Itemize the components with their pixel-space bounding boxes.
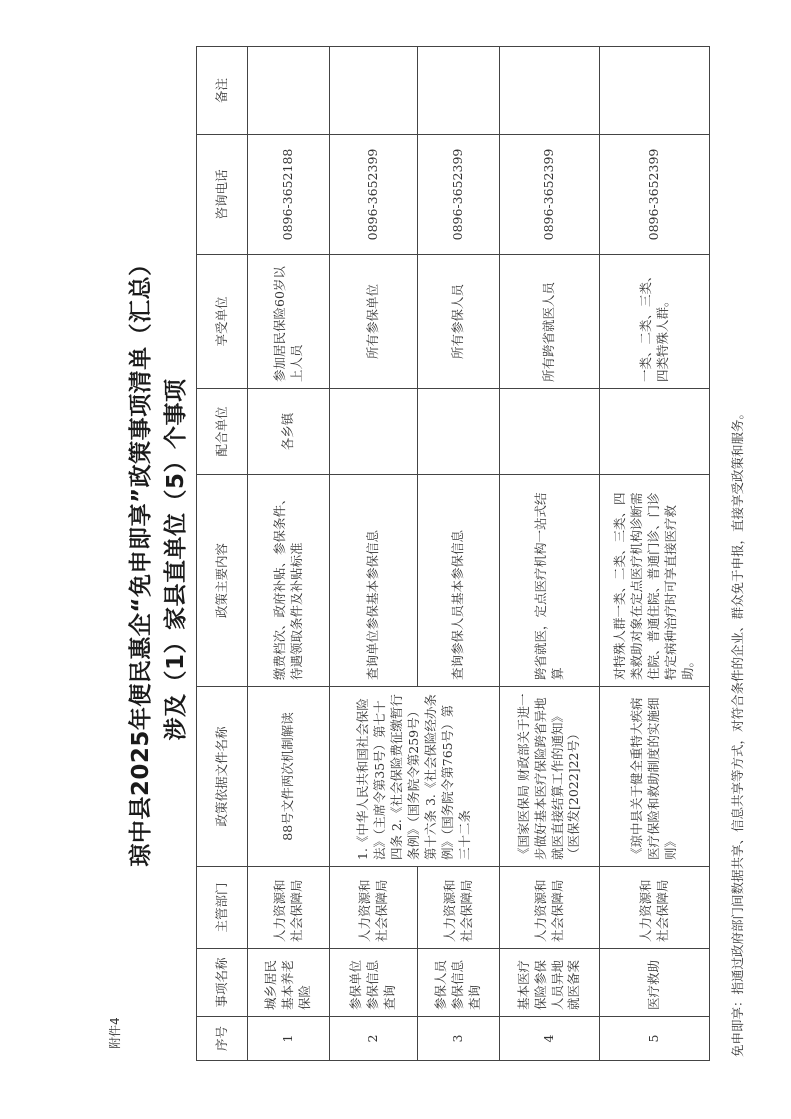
cell-partner [418,389,500,475]
cell-beneficiary: 参加居民保险60岁以上人员 [248,255,330,389]
cell-no: 2 [330,1017,418,1061]
header-beneficiary: 享受单位 [197,255,248,389]
cell-content: 缴费档次、政府补贴、参保条件、待遇领取条件及补贴标准 [248,475,330,687]
cell-no: 4 [500,1017,600,1061]
cell-name: 参保单位参保信息查询 [330,949,418,1017]
cell-remark [600,47,710,135]
cell-dept: 人力资源和社会保障局 [248,867,330,949]
cell-phone: 0896-3652399 [330,135,418,255]
cell-beneficiary: 一类、二类、三类、四类特殊人群。 [600,255,710,389]
cell-basis: 《国家医保局 财政部关于进一步做好基本医疗保险跨省异地就医直接结算工作的通知》（医保发[2022]22号） [500,687,600,867]
cell-partner [330,389,418,475]
cell-remark [500,47,600,135]
cell-phone: 0896-3652188 [248,135,330,255]
header-basis: 政策依据文件名称 [197,687,248,867]
cell-remark [330,47,418,135]
header-name: 事项名称 [197,949,248,1017]
cell-no: 1 [248,1017,330,1061]
cell-name: 参保人员参保信息查询 [418,949,500,1017]
cell-partner [600,389,710,475]
cell-name: 城乡居民基本养老保险 [248,949,330,1017]
cell-remark [248,47,330,135]
cell-content: 跨省就医，定点医疗机构一站式结算 [500,475,600,687]
header-dept: 主管部门 [197,867,248,949]
header-content: 政策主要内容 [197,475,248,687]
cell-dept: 人力资源和社会保障局 [500,867,600,949]
cell-content: 查询单位参保基本参保信息 [330,475,418,687]
cell-name: 基本医疗保险参保人员异地就医备案 [500,949,600,1017]
cell-beneficiary: 所有参保人员 [418,255,500,389]
cell-no: 5 [600,1017,710,1061]
cell-content: 对特殊人群一类、二类、三类、四类救助对象在定点医疗机构诊断需住院、普通住院、普通门诊、门诊特定病种治疗时可享直接医疗救助。 [600,475,710,687]
cell-phone: 0896-3652399 [600,135,710,255]
header-remark: 备注 [197,47,248,135]
header-no: 序号 [197,1017,248,1061]
cell-name: 医疗救助 [600,949,710,1017]
table-header-row [197,47,248,1061]
table-row [330,47,418,1061]
document-title: 琼中县2025年便民惠企“免申即享”政策事项清单（汇总） [128,252,154,867]
cell-beneficiary: 所有跨省就医人员 [500,255,600,389]
table-row [418,47,500,1061]
cell-partner: 各乡镇 [248,389,330,475]
cell-basis: 1.《中华人民共和国社会保险法》（主席令第35号）第七十四条 2.《社会保险费征缴暂行条例》（国务院令第259号）第十六条 3.《社会保险经办条例》（国务院令第765号）第三十二条 [330,687,500,867]
header-phone: 咨询电话 [197,135,248,255]
table-row [500,47,600,1061]
attachment-label: 附件4 [108,1017,122,1049]
cell-basis: 《琼中县关于健全重特大疾病医疗保险和救助制度的实施细则》 [600,687,710,867]
cell-partner [500,389,600,475]
cell-content: 查询参保人员基本参保信息 [418,475,500,687]
cell-basis: 88号文件两次机制解读 [248,687,330,867]
footnote: 免申即享：指通过政府部门间数据共享、信息共享等方式，对符合条件的企业、群众免于申报，直接享受政策和服务。 [730,406,745,1057]
cell-beneficiary: 所有参保单位 [330,255,418,389]
cell-phone: 0896-3652399 [500,135,600,255]
document-subtitle: 涉及（1）家县直单位（5）个事项 [163,378,189,741]
cell-dept: 人力资源和社会保障局 [600,867,710,949]
policy-table [196,46,710,1061]
cell-remark [418,47,500,135]
cell-phone: 0896-3652399 [418,135,500,255]
cell-dept: 人力资源和社会保障局 [330,867,418,949]
cell-dept: 人力资源和社会保障局 [418,867,500,949]
cell-no: 3 [418,1017,500,1061]
table-row [600,47,710,1061]
table-row [248,47,330,1061]
header-partner: 配合单位 [197,389,248,475]
